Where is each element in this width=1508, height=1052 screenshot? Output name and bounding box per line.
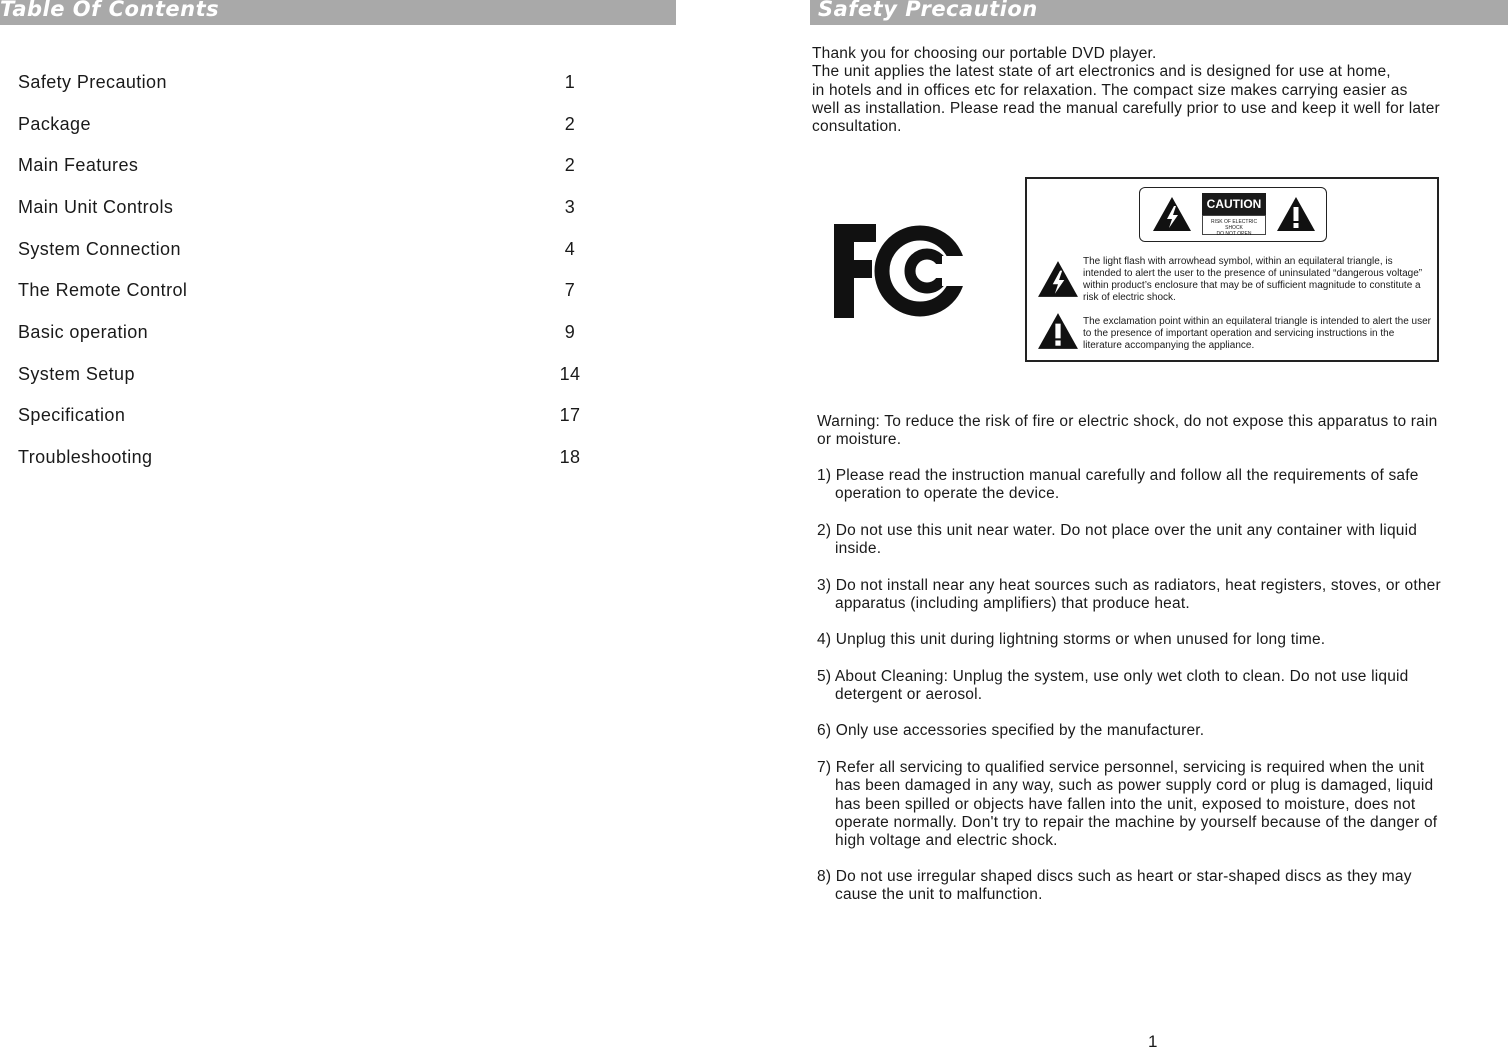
toc-header-bar [0,0,676,25]
toc-entry-page: 9 [564,322,576,342]
safety-item-line: 7) Refer all servicing to qualified service personnel, servicing is required when the unit [817,759,1425,776]
toc-entry [18,114,598,138]
toc-entry-title: The Remote Control [18,280,188,300]
toc-entry-title: Package [18,114,91,134]
caution-subtitle [1202,215,1266,235]
safety-item [817,868,1412,905]
intro-line: The unit applies the latest state of art electronics and is designed for use at home, [812,63,1391,81]
toc-entry-page: 3 [564,197,576,217]
warning-line: Warning: To reduce the risk of fire or electric shock, do not expose this apparatus to rain [817,413,1438,430]
exclamation-warning-icon [1276,196,1316,232]
caution-box [1025,177,1439,362]
toc-entry-page: 2 [564,155,576,175]
safety-item [817,668,1409,705]
exclamation-explanation: The exclamation point within an equilateral triangle is intended to alert the user to the presence of important operation and servicing instructions in the literature accompanying the appliance. [1083,316,1431,351]
intro-line: well as installation. Please read the manual carefully prior to use and keep it well for later [812,99,1440,117]
toc-entry-title: Main Features [18,155,139,175]
toc-entry [18,239,598,263]
toc-entry [18,447,598,471]
toc-entry [18,405,598,429]
toc-entry-title: Main Unit Controls [18,197,174,217]
safety-item-continuation: operate normally. Don't try to repair the machine by yourself because of the danger of [835,813,1438,831]
safety-item-line: 1) Please read the instruction manual carefully and follow all the requirements of safe [817,467,1419,484]
safety-header-bar [810,0,1508,25]
caution-title: CAUTION [1202,193,1266,215]
toc-entry [18,280,598,304]
toc-entry-title: System Setup [18,364,135,384]
safety-item-continuation: detergent or aerosol. [835,686,983,704]
safety-item [817,522,1417,559]
safety-item [817,467,1419,504]
toc-entry-title: Safety Precaution [18,72,167,92]
safety-item-continuation: has been damaged in any way, such as power supply cord or plug is damaged, liquid [835,777,1434,795]
safety-item-continuation: has been spilled or objects have fallen into the unit, exposed to moisture, does not [835,795,1416,813]
warning-paragraph [817,413,1437,450]
safety-item-line: 6) Only use accessories specified by the manufacturer. [817,722,1205,739]
toc-entry-page: 18 [559,447,581,467]
caution-sub-line: RISK OF ELECTRIC SHOCK [1210,219,1258,231]
toc-entry-page: 14 [559,364,581,384]
safety-item-continuation: apparatus (including amplifiers) that produce heat. [835,595,1190,613]
safety-title: Safety Precaution [818,0,1038,21]
toc-entry-title: Specification [18,405,126,425]
safety-item [817,631,1325,649]
toc-entry [18,72,598,96]
toc-title: Table Of Contents [0,0,220,21]
page-number: 1 [1148,1032,1158,1051]
toc-entry-title: Troubleshooting [18,447,153,467]
toc-entry-page: 4 [564,239,576,259]
toc-entry-page: 1 [564,72,576,92]
safety-item-line: 2) Do not use this unit near water. Do not place over the unit any container with liquid [817,522,1418,539]
safety-item-continuation: cause the unit to malfunction. [835,886,1043,904]
intro-line: in hotels and in offices etc for relaxation. The compact size makes carrying easier as [812,81,1408,99]
safety-item-line: 8) Do not use irregular shaped discs such as heart or star-shaped discs as they may [817,868,1412,885]
lightning-warning-icon [1152,196,1192,232]
toc-entry [18,155,598,179]
caution-label [1139,187,1327,242]
fcc-logo [832,222,972,320]
toc-entry [18,322,598,346]
safety-item [817,577,1441,614]
toc-entry-title: Basic operation [18,322,149,342]
caution-sub-line: DO NOT OPEN [1216,231,1252,237]
safety-item [817,759,1437,850]
toc-entry [18,364,598,388]
safety-item-line: 4) Unplug this unit during lightning storms or when unused for long time. [817,631,1326,648]
intro-line: Thank you for choosing our portable DVD player. [812,45,1157,62]
toc-entry-page: 7 [564,280,576,300]
lightning-triangle-icon [1037,259,1079,299]
exclamation-triangle-icon [1037,311,1079,351]
warning-line: or moisture. [817,431,902,449]
toc-entry-title: System Connection [18,239,181,259]
safety-item [817,722,1204,740]
safety-item-line: 3) Do not install near any heat sources such as radiators, heat registers, stoves, or other [817,577,1441,594]
toc-entry-page: 2 [564,114,576,134]
safety-item-line: 5) About Cleaning: Unplug the system, use only wet cloth to clean. Do not use liquid [817,668,1409,685]
lightning-explanation: The light flash with arrowhead symbol, within an equilateral triangle, is intended to alert the user to the presence of uninsulated “dangerous voltage” within product’s enclosure that may be of sufficient magnitude to constitute a risk of electric shock. [1083,256,1423,303]
intro-paragraph [812,45,1440,136]
safety-item-continuation: inside. [835,540,882,558]
safety-item-continuation: high voltage and electric shock. [835,832,1058,850]
safety-item-continuation: operation to operate the device. [835,485,1060,503]
intro-line: consultation. [812,118,902,136]
toc-entry [18,197,598,221]
toc-entry-page: 17 [559,405,581,425]
